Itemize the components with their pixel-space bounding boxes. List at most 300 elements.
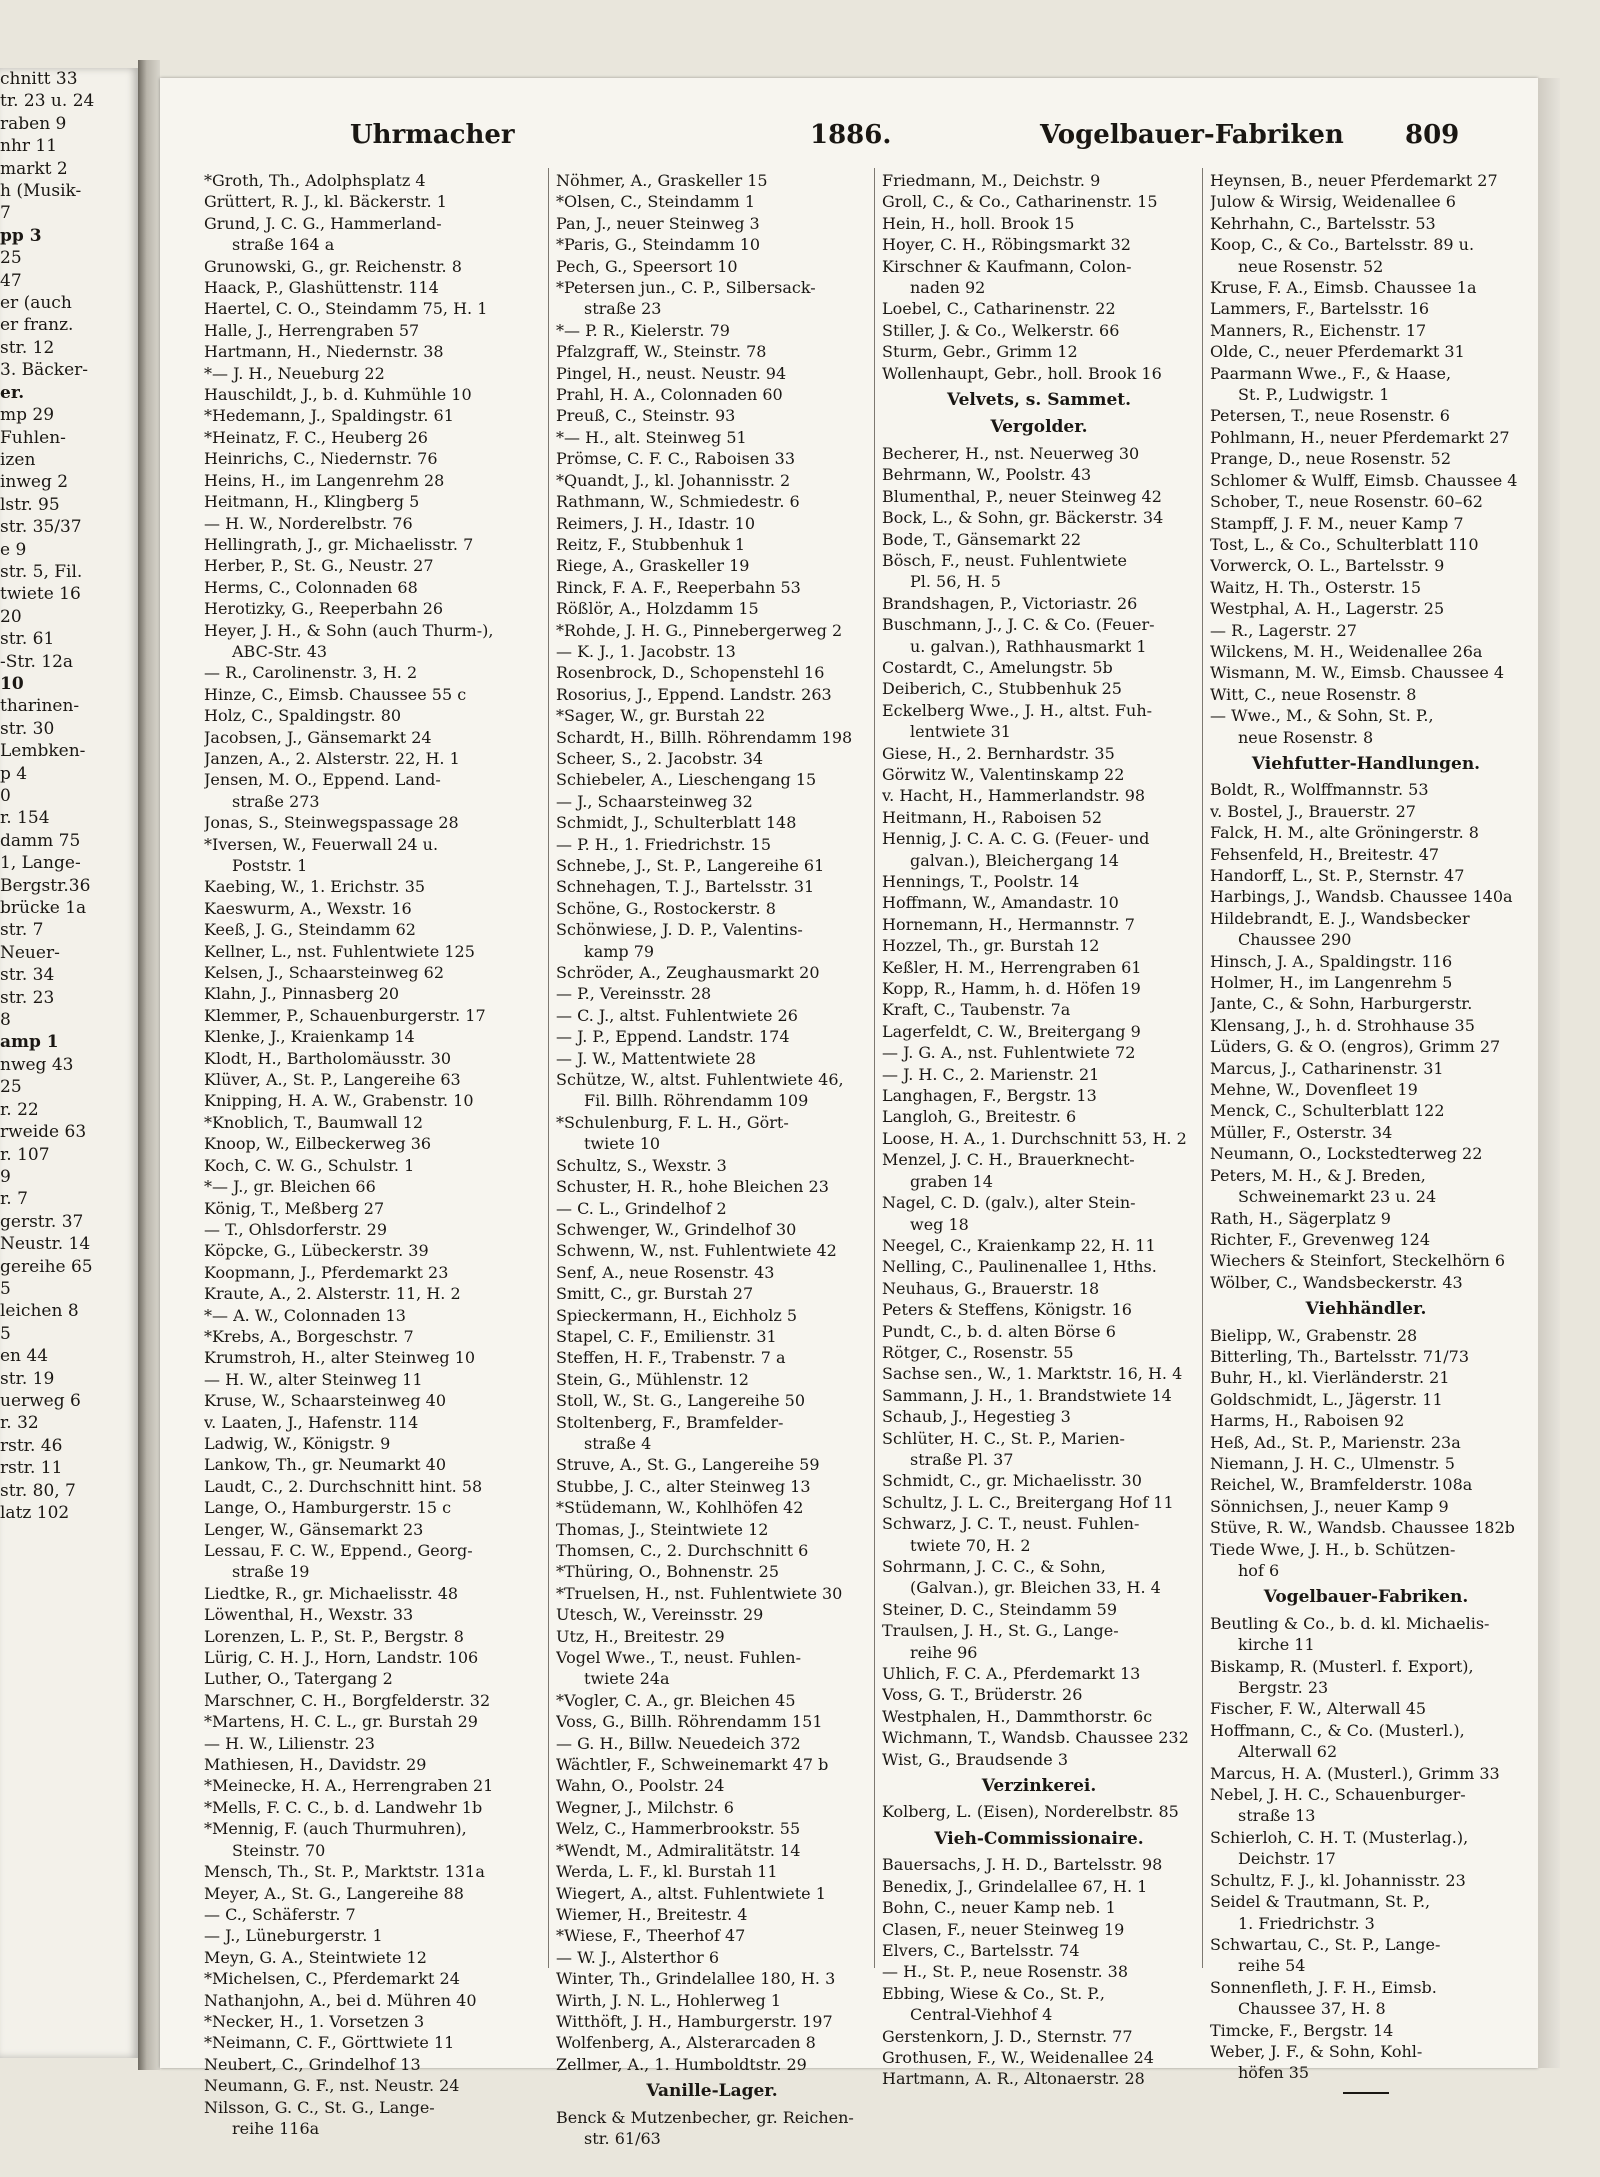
directory-entry: Lürig, C. H. J., Horn, Landstr. 106 — [204, 1648, 479, 1668]
directory-entry: Traulsen, J. H., St. G., Lange- — [882, 1621, 1119, 1641]
directory-entry: Herber, P., St. G., Neustr. 27 — [204, 556, 434, 576]
directory-entry: Schultz, F. J., kl. Johannisstr. 23 — [1210, 1870, 1466, 1890]
directory-entry: Thomas, J., Steintwiete 12 — [556, 1519, 769, 1539]
directory-entry: Gerstenkorn, J. D., Sternstr. 77 — [882, 2026, 1133, 2046]
directory-entry: — J. P., Eppend. Landstr. 174 — [556, 1027, 790, 1047]
directory-entry: u. galvan.), Rathhausmarkt 1 — [910, 636, 1147, 656]
directory-entry: *Schulenburg, F. L. H., Gört- — [556, 1112, 789, 1132]
directory-entry: Kelsen, J., Schaarsteinweg 62 — [204, 963, 445, 983]
directory-entry: Zellmer, A., 1. Humboldtstr. 29 — [556, 2054, 807, 2074]
directory-entry: Bitterling, Th., Bartelsstr. 71/73 — [1210, 1346, 1470, 1366]
left-fragment-line: r. 7 — [0, 1189, 28, 1210]
directory-entry: Rath, H., Sägerplatz 9 — [1210, 1208, 1391, 1228]
directory-entry: *Mells, F. C. C., b. d. Landwehr 1b — [204, 1797, 483, 1817]
directory-entry: — J., Schaarsteinweg 32 — [556, 791, 753, 811]
directory-entry: Klenke, J., Kraienkamp 14 — [204, 1027, 415, 1047]
left-fragment-line: 5 — [0, 1278, 11, 1299]
directory-entry: Heinrichs, C., Niedernstr. 76 — [204, 449, 438, 469]
directory-entry: Knipping, H. A. W., Grabenstr. 10 — [204, 1091, 474, 1111]
left-fragment-line: str. 61 — [0, 629, 55, 650]
directory-entry: Werda, L. F., kl. Burstah 11 — [556, 1862, 778, 1882]
directory-entry: *Olsen, C., Steindamm 1 — [556, 192, 755, 212]
left-fragment-line: -Str. 12a — [0, 651, 74, 672]
directory-entry: Heitmann, H., Raboisen 52 — [882, 807, 1103, 827]
left-fragment-line: er franz. — [0, 315, 74, 336]
left-fragment-line: inweg 2 — [0, 472, 69, 493]
directory-entry: — C. J., altst. Fuhlentwiete 26 — [556, 1005, 798, 1025]
directory-entry: Bösch, F., neust. Fuhlentwiete — [882, 550, 1128, 570]
directory-entry: Alterwall 62 — [1238, 1742, 1338, 1762]
directory-entry: Bohn, C., neuer Kamp neb. 1 — [882, 1898, 1116, 1918]
directory-entry: Becherer, H., nst. Neuerweg 30 — [882, 443, 1140, 463]
book-gutter — [138, 60, 160, 2070]
directory-entry: Westphal, A. H., Lagerstr. 25 — [1210, 599, 1445, 619]
directory-entry: Lagerfeldt, C. W., Breitergang 9 — [882, 1021, 1141, 1041]
directory-entry: Fil. Billh. Röhrendamm 109 — [584, 1091, 809, 1111]
directory-entry: Elvers, C., Bartelsstr. 74 — [882, 1940, 1080, 1960]
directory-entry: Knoop, W., Eilbeckerweg 36 — [204, 1134, 432, 1154]
directory-entry: Witthöft, J. H., Hamburgerstr. 197 — [556, 2011, 833, 2031]
directory-entry: Chaussee 290 — [1238, 930, 1352, 950]
directory-entry: Stampff, J. F. M., neuer Kamp 7 — [1210, 513, 1464, 533]
directory-entry: Timcke, F., Bergstr. 14 — [1210, 2020, 1394, 2040]
directory-entry: Herotizky, G., Reeperbahn 26 — [204, 599, 444, 619]
directory-entry: graben 14 — [910, 1171, 993, 1191]
left-fragment-line: twiete 16 — [0, 584, 81, 605]
directory-entry: Kruse, W., Schaarsteinweg 40 — [204, 1391, 446, 1411]
directory-entry: Meyn, G. A., Steintwiete 12 — [204, 1947, 427, 1967]
directory-entry: *Krebs, A., Borgeschstr. 7 — [204, 1326, 414, 1346]
directory-entry: Wolfenberg, A., Alsterarcaden 8 — [556, 2033, 816, 2053]
left-fragment-line: er (auch — [0, 293, 72, 314]
directory-entry: Grunowski, G., gr. Reichenstr. 8 — [204, 256, 462, 276]
directory-entry: *Martens, H. C. L., gr. Burstah 29 — [204, 1712, 478, 1732]
directory-entry: Utesch, W., Vereinsstr. 29 — [556, 1605, 764, 1625]
directory-entry: Heynsen, B., neuer Pferdemarkt 27 — [1210, 171, 1498, 190]
section-heading: Vergolder. — [990, 417, 1088, 438]
directory-entry: — W. J., Alsterthor 6 — [556, 1947, 720, 1967]
left-fragment-line: nhr 11 — [0, 136, 58, 157]
directory-entry: straße 273 — [232, 791, 320, 811]
directory-entry: *Stüdemann, W., Kohlhöfen 42 — [556, 1498, 804, 1518]
directory-entry: Prahl, H. A., Colonnaden 60 — [556, 385, 783, 405]
directory-entry: Falck, H. M., alte Gröningerstr. 8 — [1210, 823, 1479, 843]
directory-entry: Rosorius, J., Eppend. Landstr. 263 — [556, 684, 832, 704]
section-heading: Viehfutter-Handlungen. — [1251, 753, 1481, 774]
directory-entry: Schönwiese, J. D. P., Valentins- — [556, 920, 803, 940]
directory-entry: Koop, C., & Co., Bartelsstr. 89 u. — [1210, 235, 1475, 255]
left-fragment-line: str. 34 — [0, 965, 55, 986]
directory-entry: Nilsson, G. C., St. G., Lange- — [204, 2097, 435, 2117]
directory-entry: *Sager, W., gr. Burstah 22 — [556, 706, 766, 726]
directory-entry: Stein, G., Mühlenstr. 12 — [556, 1369, 749, 1389]
directory-entry: Nebel, J. H. C., Schauenburger- — [1210, 1785, 1466, 1805]
directory-entry: Stapel, C. F., Emilienstr. 31 — [556, 1326, 777, 1346]
left-fragment-line: leichen 8 — [0, 1301, 79, 1322]
directory-entry: Lüders, G. & O. (engros), Grimm 27 — [1210, 1037, 1501, 1057]
directory-entry: Julow & Wirsig, Weidenallee 6 — [1210, 192, 1456, 212]
left-fragment-line: nweg 43 — [0, 1054, 74, 1075]
directory-entry: Buschmann, J., J. C. & Co. (Feuer- — [882, 615, 1155, 635]
directory-entry: Witt, C., neue Rosenstr. 8 — [1210, 684, 1417, 704]
directory-entry: Klemmer, P., Schauenburgerstr. 17 — [204, 1005, 486, 1025]
directory-entry: Görwitz W., Valentinskamp 22 — [882, 764, 1125, 784]
left-fragment-line: str. 12 — [0, 337, 55, 358]
directory-entry: Benedix, J., Grindelallee 67, H. 1 — [882, 1876, 1148, 1896]
left-fragment-line: raben 9 — [0, 113, 67, 134]
directory-column-3 — [882, 170, 1196, 2090]
directory-entry: Nagel, C. D. (galv.), alter Stein- — [882, 1193, 1136, 1213]
directory-entry: reihe 96 — [910, 1642, 978, 1662]
directory-entry: Kopp, R., Hamm, h. d. Höfen 19 — [882, 979, 1141, 999]
left-fragment-line: Neuer- — [0, 942, 60, 963]
directory-entry: Loose, H. A., 1. Durchschnitt 53, H. 2 — [882, 1128, 1187, 1148]
section-heading: Viehhändler. — [1305, 1299, 1427, 1320]
directory-entry: kamp 79 — [584, 941, 655, 961]
directory-entry: lentwiete 31 — [910, 722, 1011, 742]
left-fragment-line: mp 29 — [0, 405, 55, 426]
directory-entry: Schmidt, C., gr. Michaelisstr. 30 — [882, 1471, 1142, 1491]
directory-entry: Hennings, T., Poolstr. 14 — [882, 872, 1080, 891]
directory-entry: Harbings, J., Wandsb. Chaussee 140a — [1210, 887, 1513, 907]
directory-entry: Holz, C., Spaldingstr. 80 — [204, 706, 402, 726]
directory-entry: Neubert, C., Grindelhof 13 — [204, 2054, 421, 2074]
directory-entry: Jacobsen, J., Gänsemarkt 24 — [204, 727, 432, 747]
directory-entry: Sönnichsen, J., neuer Kamp 9 — [1210, 1496, 1449, 1516]
directory-entry: Manners, R., Eichenstr. 17 — [1210, 320, 1427, 340]
left-fragment-line: 20 — [0, 606, 22, 627]
directory-entry: *— J., gr. Bleichen 66 — [204, 1177, 376, 1197]
left-fragment-line: tharinen- — [0, 696, 80, 717]
directory-entry: — H. W., Lilienstr. 23 — [204, 1733, 375, 1753]
directory-entry: reihe 116a — [232, 2118, 320, 2138]
directory-entry: Kraft, C., Taubenstr. 7a — [882, 1000, 1071, 1020]
directory-entry: Schlomer & Wulff, Eimsb. Chaussee 4 — [1210, 470, 1518, 490]
directory-entry: Poststr. 1 — [232, 856, 308, 875]
directory-entry: Pundt, C., b. d. alten Börse 6 — [882, 1321, 1116, 1341]
left-fragment-line: str. 19 — [0, 1368, 55, 1389]
directory-entry: Neuhaus, G., Brauerstr. 18 — [882, 1278, 1100, 1298]
directory-entry: Reichel, W., Bramfelderstr. 108a — [1210, 1475, 1473, 1495]
directory-entry: Sachse sen., W., 1. Marktstr. 16, H. 4 — [882, 1364, 1183, 1384]
directory-entry: Bauersachs, J. H. D., Bartelsstr. 98 — [882, 1855, 1163, 1875]
directory-entry: *— J. H., Neueburg 22 — [204, 363, 385, 383]
directory-entry: Menck, C., Schulterblatt 122 — [1210, 1101, 1445, 1121]
directory-entry: Steiner, D. C., Steindamm 59 — [882, 1599, 1118, 1619]
directory-entry: Steinstr. 70 — [232, 1840, 326, 1860]
left-fragment-line: gerstr. 37 — [0, 1211, 84, 1232]
directory-entry: Hinsch, J. A., Spaldingstr. 116 — [1210, 951, 1453, 971]
directory-entry: Koch, C. W. G., Schulstr. 1 — [204, 1155, 415, 1175]
directory-entry: Tost, L., & Co., Schulterblatt 110 — [1210, 534, 1479, 554]
directory-entry: Vorwerck, O. L., Bartelsstr. 9 — [1210, 556, 1445, 576]
directory-entry: straße 23 — [584, 299, 662, 319]
section-heading: Vanille-Lager. — [646, 2081, 778, 2102]
directory-column-2 — [556, 170, 868, 2149]
directory-entry: Kolberg, L. (Eisen), Norderelbstr. 85 — [882, 1802, 1179, 1822]
directory-entry: Reitz, F., Stubbenhuk 1 — [556, 534, 746, 554]
directory-entry: Paarmann Wwe., F., & Haase, — [1210, 363, 1452, 383]
left-fragment-line: gereihe 65 — [0, 1256, 93, 1277]
directory-entry: Sonnenfleth, J. F. H., Eimsb. — [1210, 1977, 1437, 1997]
directory-entry: *Wendt, M., Admiralitätstr. 14 — [556, 1840, 801, 1860]
directory-entry: Rathmann, W., Schmiedestr. 6 — [556, 492, 800, 512]
directory-entry: Kellner, L., nst. Fuhlentwiete 125 — [204, 941, 475, 961]
directory-entry: Heitmann, H., Klingberg 5 — [204, 492, 420, 512]
directory-entry: neue Rosenstr. 52 — [1238, 256, 1384, 276]
directory-entry: Hartmann, H., Niedernstr. 38 — [204, 342, 444, 362]
section-heading: Vieh-Commissionaire. — [934, 1828, 1144, 1849]
left-fragment-line: 5 — [0, 1323, 11, 1344]
directory-entry: Biskamp, R. (Musterl. f. Export), — [1210, 1656, 1474, 1676]
left-fragment-line: 10 — [0, 673, 24, 694]
directory-entry: Nöhmer, A., Graskeller 15 — [556, 171, 768, 190]
directory-entry: Schröder, A., Zeughausmarkt 20 — [556, 963, 820, 983]
directory-entry: Heß, Ad., St. P., Marienstr. 23a — [1210, 1432, 1461, 1452]
directory-entry: galvan.), Bleichergang 14 — [910, 850, 1119, 870]
directory-entry: — R., Carolinenstr. 3, H. 2 — [204, 663, 418, 683]
directory-entry: Niemann, J. H. C., Ulmenstr. 5 — [1210, 1453, 1455, 1473]
directory-entry: Brandshagen, P., Victoriastr. 26 — [882, 593, 1138, 613]
left-fragment-line: latz 102 — [0, 1503, 70, 1523]
directory-entry: — G. H., Billw. Neuedeich 372 — [556, 1733, 801, 1753]
directory-entry: twiete 70, H. 2 — [910, 1535, 1031, 1555]
directory-entry: Rötger, C., Rosenstr. 55 — [882, 1342, 1074, 1362]
directory-entry: *Truelsen, H., nst. Fuhlentwiete 30 — [556, 1583, 843, 1603]
directory-entry: Westphalen, H., Dammthorstr. 6c — [882, 1706, 1153, 1726]
directory-entry: Bergstr. 23 — [1238, 1678, 1329, 1698]
left-fragment-line: Lembken- — [0, 741, 86, 762]
directory-entry: Pl. 56, H. 5 — [910, 572, 1001, 592]
directory-entry: *Vogler, C. A., gr. Bleichen 45 — [556, 1690, 796, 1710]
directory-entry: — R., Lagerstr. 27 — [1210, 620, 1357, 640]
directory-entry: Lange, O., Hamburgerstr. 15 c — [204, 1498, 452, 1518]
directory-entry: Weber, J. F., & Sohn, Kohl- — [1210, 2041, 1423, 2061]
left-fragment-line: 7 — [0, 203, 11, 224]
left-fragment-line: uerweg 6 — [0, 1390, 81, 1411]
directory-entry: Menzel, J. C. H., Brauerknecht- — [882, 1150, 1135, 1170]
directory-entry: *Iversen, W., Feuerwall 24 u. — [204, 834, 439, 854]
directory-entry: Clasen, F., neuer Steinweg 19 — [882, 1919, 1125, 1939]
directory-entry: Jante, C., & Sohn, Harburgerstr. — [1210, 994, 1473, 1014]
directory-entry: König, T., Meßberg 27 — [204, 1198, 385, 1218]
directory-column-4 — [1210, 170, 1522, 2094]
left-fragment-line: tr. 23 u. 24 — [0, 91, 95, 112]
directory-entry: — C. L., Grindelhof 2 — [556, 1198, 727, 1218]
column-rule — [548, 168, 549, 1968]
directory-entry: Hellingrath, J., gr. Michaelisstr. 7 — [204, 534, 474, 554]
directory-entry: Giese, H., 2. Bernhardstr. 35 — [882, 743, 1115, 763]
left-fragment-line: p 4 — [0, 763, 28, 784]
left-fragment-line: r. 107 — [0, 1144, 50, 1165]
directory-entry: Ladwig, W., Königstr. 9 — [204, 1433, 391, 1453]
directory-entry: — J. H. C., 2. Marienstr. 21 — [882, 1064, 1100, 1084]
directory-entry: Stüve, R. W., Wandsb. Chaussee 182b — [1210, 1518, 1515, 1538]
directory-entry: *Knoblich, T., Baumwall 12 — [204, 1112, 424, 1132]
left-fragment-line: r. 22 — [0, 1099, 39, 1120]
directory-entry: Nathanjohn, A., bei d. Mühren 40 — [204, 1990, 477, 2010]
directory-entry: Bielipp, W., Grabenstr. 28 — [1210, 1325, 1418, 1345]
directory-entry: Schöne, G., Rostockerstr. 8 — [556, 898, 776, 918]
section-heading: Velvets, s. Sammet. — [946, 390, 1132, 411]
directory-entry: *Groth, Th., Adolphsplatz 4 — [204, 171, 426, 190]
directory-entry: Janzen, A., 2. Alsterstr. 22, H. 1 — [204, 748, 460, 768]
directory-entry: Handorff, L., St. P., Sternstr. 47 — [1210, 866, 1465, 885]
directory-entry: Kraute, A., 2. Alsterstr. 11, H. 2 — [204, 1284, 461, 1304]
directory-entry: *Meinecke, H. A., Herrengraben 21 — [204, 1776, 494, 1796]
directory-entry: Senf, A., neue Rosenstr. 43 — [556, 1262, 775, 1282]
directory-entry: — J., Lüneburgerstr. 1 — [204, 1926, 383, 1946]
directory-entry: Hornemann, H., Hermannstr. 7 — [882, 914, 1135, 934]
directory-entry: *Mennig, F. (auch Thurmuhren), — [204, 1819, 467, 1839]
directory-entry: — H. W., Norderelbstr. 76 — [204, 513, 413, 533]
directory-entry: Grüttert, R. J., kl. Bäckerstr. 1 — [204, 192, 447, 212]
directory-entry: Groll, C., & Co., Catharinenstr. 15 — [882, 192, 1158, 212]
directory-entry: Eckelberg Wwe., J. H., altst. Fuh- — [882, 700, 1153, 720]
directory-entry: Lenger, W., Gänsemarkt 23 — [204, 1519, 424, 1539]
directory-entry: Schütze, W., altst. Fuhlentwiete 46, — [556, 1070, 844, 1090]
page-number: 809 — [1405, 120, 1460, 150]
column-rule — [874, 168, 875, 1968]
directory-entry: Deichstr. 17 — [1238, 1849, 1336, 1869]
directory-entry: Schiebeler, A., Lieschengang 15 — [556, 770, 817, 790]
directory-entry: Waitz, H. Th., Osterstr. 15 — [1210, 577, 1422, 597]
left-fragment-line: h (Musik- — [0, 181, 82, 202]
directory-entry: Grothusen, F., W., Weidenallee 24 — [882, 2047, 1154, 2067]
directory-entry: Wahn, O., Poolstr. 24 — [556, 1776, 725, 1796]
directory-entry: Klüver, A., St. P., Langereihe 63 — [204, 1070, 461, 1090]
right-page-edge — [1538, 78, 1560, 2068]
directory-entry: Kehrhahn, C., Bartelsstr. 53 — [1210, 213, 1436, 233]
directory-entry: Wollenhaupt, Gebr., holl. Brook 16 — [882, 363, 1162, 383]
directory-entry: Wiechers & Steinfort, Steckelhörn 6 — [1210, 1251, 1506, 1271]
directory-entry: Langloh, G., Breitestr. 6 — [882, 1107, 1077, 1127]
directory-entry: Harms, H., Raboisen 92 — [1210, 1411, 1405, 1431]
directory-entry: Löwenthal, H., Wexstr. 33 — [204, 1605, 414, 1625]
directory-entry: Struve, A., St. G., Langereihe 59 — [556, 1455, 820, 1475]
directory-entry: Schwartau, C., St. P., Lange- — [1210, 1934, 1441, 1954]
directory-entry: höfen 35 — [1238, 2063, 1310, 2083]
directory-entry: str. 61/63 — [584, 2128, 661, 2148]
directory-entry: Sturm, Gebr., Grimm 12 — [882, 342, 1078, 362]
directory-entry: naden 92 — [910, 278, 986, 298]
directory-entry: v. Laaten, J., Hafenstr. 114 — [204, 1412, 419, 1432]
directory-entry: *Heinatz, F. C., Heuberg 26 — [204, 427, 428, 447]
directory-entry: Kaebing, W., 1. Erichstr. 35 — [204, 877, 426, 897]
directory-entry: *Hedemann, J., Spaldingstr. 61 — [204, 406, 454, 426]
directory-entry: v. Hacht, H., Hammerlandstr. 98 — [882, 786, 1146, 806]
directory-entry: Haack, P., Glashüttenstr. 114 — [204, 278, 439, 298]
directory-entry: Schultz, S., Wexstr. 3 — [556, 1155, 727, 1175]
directory-entry: Schwarz, J. C. T., neust. Fuhlen- — [882, 1514, 1140, 1534]
directory-entry: Hartmann, A. R., Altonaerstr. 28 — [882, 2069, 1145, 2089]
directory-entry: Mehne, W., Dovenfleet 19 — [1210, 1080, 1418, 1100]
end-rule — [1343, 2092, 1389, 2094]
directory-entry: Bode, T., Gänsemarkt 22 — [882, 529, 1082, 549]
directory-entry: Beutling & Co., b. d. kl. Michaelis- — [1210, 1613, 1490, 1633]
directory-entry: Thomsen, C., 2. Durchschnitt 6 — [556, 1541, 809, 1560]
directory-entry: twiete 24a — [584, 1669, 670, 1689]
left-fragment-line: rstr. 11 — [0, 1458, 63, 1479]
directory-entry: Wist, G., Braudsende 3 — [882, 1749, 1069, 1769]
directory-entry: Lessau, F. C. W., Eppend., Georg- — [204, 1541, 473, 1560]
directory-entry: Langhagen, F., Bergstr. 13 — [882, 1086, 1097, 1106]
directory-entry: Schierloh, C. H. T. (Musterlag.), — [1210, 1827, 1469, 1847]
directory-entry: Welz, C., Hammerbrookstr. 55 — [556, 1819, 801, 1839]
directory-entry: *Thüring, O., Bohnenstr. 25 — [556, 1562, 780, 1582]
directory-entry: weg 18 — [910, 1214, 969, 1234]
directory-entry: Sohrmann, J. C. C., & Sohn, — [882, 1557, 1106, 1576]
directory-entry: Hennig, J. C. A. C. G. (Feuer- und — [882, 829, 1150, 849]
directory-entry: Deiberich, C., Stubbenhuk 25 — [882, 679, 1122, 699]
left-fragment-line: e 9 — [0, 539, 27, 560]
directory-entry: Lorenzen, L. P., St. P., Bergstr. 8 — [204, 1626, 464, 1646]
directory-entry: Herms, C., Colonnaden 68 — [204, 577, 418, 597]
left-fragment-line: str. 30 — [0, 718, 55, 739]
directory-entry: Voss, G. T., Brüderstr. 26 — [882, 1685, 1083, 1705]
directory-entry: v. Bostel, J., Brauerstr. 27 — [1210, 801, 1416, 821]
directory-entry: Pfalzgraff, W., Steinstr. 78 — [556, 342, 767, 362]
directory-entry: — K. J., 1. Jacobstr. 13 — [556, 641, 736, 661]
directory-entry: *Wiese, F., Theerhof 47 — [556, 1926, 746, 1946]
directory-entry: Olde, C., neuer Pferdemarkt 31 — [1210, 342, 1465, 362]
directory-entry: Rößlör, A., Holzdamm 15 — [556, 599, 759, 619]
directory-entry: Stoltenberg, F., Bramfelder- — [556, 1412, 784, 1432]
directory-entry: Klensang, J., h. d. Strohhause 35 — [1210, 1015, 1475, 1035]
directory-entry: Voss, G., Billh. Röhrendamm 151 — [556, 1712, 823, 1732]
directory-entry: Spieckermann, H., Eichholz 5 — [556, 1305, 798, 1325]
directory-entry: Rinck, F. A. F., Reeperbahn 53 — [556, 577, 801, 597]
directory-entry: straße Pl. 37 — [910, 1449, 1014, 1469]
left-fragment-line: damm 75 — [0, 830, 81, 851]
directory-entry: Mathiesen, H., Davidstr. 29 — [204, 1755, 427, 1775]
directory-entry: Smitt, C., gr. Burstah 27 — [556, 1284, 754, 1304]
section-heading: Vogelbauer-Fabriken. — [1263, 1587, 1469, 1608]
directory-entry: Halle, J., Herrengraben 57 — [204, 320, 420, 340]
directory-entry: Bock, L., & Sohn, gr. Bäckerstr. 34 — [882, 508, 1164, 528]
directory-entry: Steffen, H. F., Trabenstr. 7 a — [556, 1348, 786, 1368]
left-fragment-line: en 44 — [0, 1346, 49, 1367]
directory-entry: Hein, H., holl. Brook 15 — [882, 213, 1075, 233]
directory-entry: Schober, T., neue Rosenstr. 60–62 — [1210, 492, 1483, 512]
directory-entry: Laudt, C., 2. Durchschnitt hint. 58 — [204, 1476, 483, 1496]
directory-entry: *Necker, H., 1. Vorsetzen 3 — [204, 2011, 425, 2031]
directory-entry: Chaussee 37, H. 8 — [1238, 1999, 1386, 2019]
directory-entry: Marcus, J., Catharinenstr. 31 — [1210, 1058, 1444, 1078]
running-head-year: 1886. — [810, 120, 892, 150]
directory-entry: Hozzel, Th., gr. Burstah 12 — [882, 936, 1100, 956]
directory-entry: Holmer, H., im Langenrehm 5 — [1210, 973, 1453, 993]
directory-entry: Neumann, O., Lockstedterweg 22 — [1210, 1144, 1483, 1164]
directory-entry: Wichmann, T., Wandsb. Chaussee 232 — [882, 1728, 1189, 1748]
directory-entry: Kaeswurm, A., Wexstr. 16 — [204, 898, 412, 918]
directory-entry: Heins, H., im Langenrehm 28 — [204, 470, 445, 490]
directory-entry: Goldschmidt, L., Jägerstr. 11 — [1210, 1389, 1443, 1409]
directory-entry: Lammers, F., Bartelsstr. 16 — [1210, 299, 1430, 319]
directory-entry: *Neimann, C. F., Görttwiete 11 — [204, 2033, 455, 2053]
directory-entry: Lankow, Th., gr. Neumarkt 40 — [204, 1455, 447, 1475]
directory-entry: Keßler, H. M., Herrengraben 61 — [882, 957, 1142, 977]
directory-entry: Pan, J., neuer Steinweg 3 — [556, 213, 760, 233]
directory-entry: Meyer, A., St. G., Langereihe 88 — [204, 1883, 464, 1903]
left-fragment-line: amp 1 — [0, 1032, 59, 1053]
left-fragment-line: 9 — [0, 1166, 11, 1187]
directory-entry: Wirth, J. N. L., Hohlerweg 1 — [556, 1990, 782, 2010]
directory-entry: Koopmann, J., Pferdemarkt 23 — [204, 1262, 449, 1282]
directory-entry: Pohlmann, H., neuer Pferdemarkt 27 — [1210, 427, 1510, 447]
directory-entry: Jonas, S., Steinwegspassage 28 — [204, 813, 459, 833]
directory-entry: *— H., alt. Steinweg 51 — [556, 427, 747, 447]
